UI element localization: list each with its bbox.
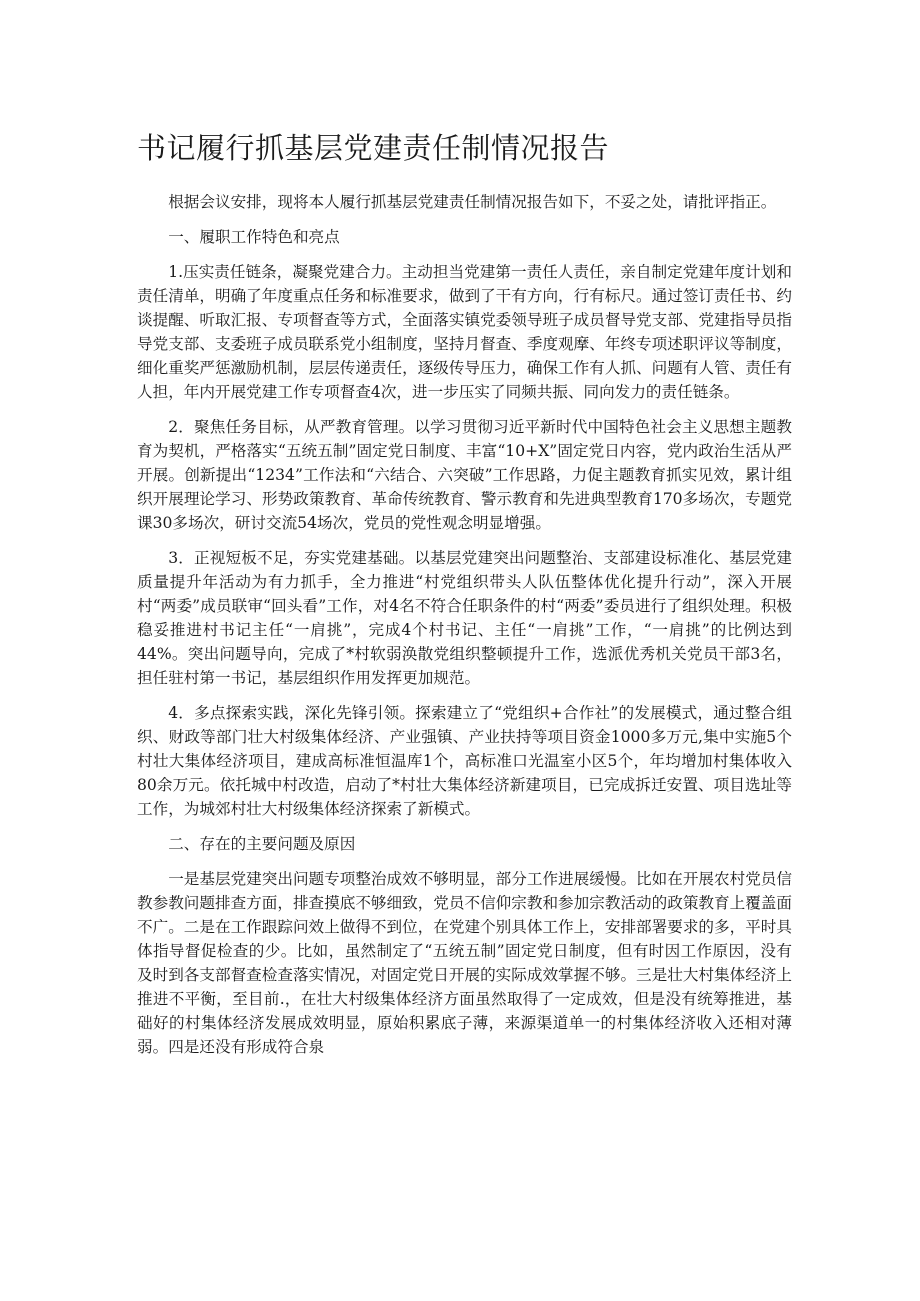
document-page bbox=[137, 128, 792, 1059]
section-2-heading: 二、存在的主要问题及原因 bbox=[168, 835, 356, 853]
item-3-paragraph: 3．正视短板不足，夯实党建基础。以基层党建突出问题整治、支部建设标准化、基层党建质量提升年活动为有力抓手，全力推进“村党组织带头人队伍整体优化提升行动”，深入开展村“两委”成员联审“回头看”工作，对4名不符合任职条件的村“两委”委员进行了组织处理。积极稳妥推进村书记主任“一肩挑”，完成4个村书记、主任“一肩挑”工作，“一肩挑”的比例达到44%。突出问题导向，完成了*村软弱涣散党组织整顿提升工作，选派优秀机关党员干部3名，担任驻村第一书记，基层组织作用发挥更加规范。 bbox=[137, 549, 792, 687]
problems-paragraph: 一是基层党建突出问题专项整治成效不够明显，部分工作进展缓慢。比如在开展农村党员信教参教问题排查方面，排查摸底不够细致，党员不信仰宗教和参加宗教活动的政策教育上覆盖面不广。二是在工作跟踪问效上做得不到位，在党建个别具体工作上，安排部署要求的多，平时具体指导督促检查的少。比如，虽然制定了“五统五制”固定党日制度，但有时因工作原因，没有及时到各支部督查检查落实情况，对固定党日开展的实际成效掌握不够。三是壮大村集体经济上推进不平衡，至目前.，在壮大村级集体经济方面虽然取得了一定成效，但是没有统筹推进，基础好的村集体经济发展成效明显，原始积累底子薄，来源渠道单一的村集体经济收入还相对薄弱。四是还没有形成符合泉 bbox=[137, 870, 792, 1056]
item-4-paragraph: 4．多点探索实践，深化先锋引领。探索建立了“党组织+合作社”的发展模式，通过整合组织、财政等部门壮大村级集体经济、产业强镇、产业扶持等项目资金1000多万元,集中实施5个村壮大集体经济项目，建成高标准恒温库1个，高标准口光温室小区5个，年均增加村集体收入80余万元。依托城中村改造，启动了*村壮大集体经济新建项目，已完成拆迁安置、项目选址等工作，为城郊村壮大村级集体经济探索了新模式。 bbox=[137, 704, 792, 818]
item-2-paragraph: 2．聚焦任务目标，从严教育管理。以学习贯彻习近平新时代中国特色社会主义思想主题教育为契机，严格落实“五统五制”固定党日制度、丰富“10+X”固定党日内容，党内政治生活从严开展。创新提出“1234”工作法和“六结合、六突破”工作思路，力促主题教育抓实见效，累计组织开展理论学习、形势政策教育、革命传统教育、警示教育和先进典型教育170多场次，专题党课30多场次，研讨交流54场次，党员的党性观念明显增强。 bbox=[137, 418, 792, 532]
item-1-paragraph: 1.压实责任链条，凝聚党建合力。主动担当党建第一责任人责任，亲自制定党建年度计划和责任清单，明确了年度重点任务和标准要求，做到了干有方向，行有标尺。通过签订责任书、约谈提醒、听取汇报、专项督查等方式，全面落实镇党委领导班子成员督导党支部、党建指导员指导党支部、支委班子成员联系党小组制度，坚持月督查、季度观摩、年终专项述职评议等制度，细化重奖严惩激励机制，层层传递责任，逐级传导压力，确保工作有人抓、问题有人管、责任有人担，年内开展党建工作专项督查4次，进一步压实了同频共振、同向发力的责任链条。 bbox=[137, 263, 792, 401]
document-title: 书记履行抓基层党建责任制情况报告 bbox=[137, 131, 610, 165]
section-1-heading: 一、履职工作特色和亮点 bbox=[168, 228, 340, 246]
intro-paragraph: 根据会议安排，现将本人履行抓基层党建责任制情况报告如下，不妥之处，请批评指正。 bbox=[168, 193, 777, 211]
